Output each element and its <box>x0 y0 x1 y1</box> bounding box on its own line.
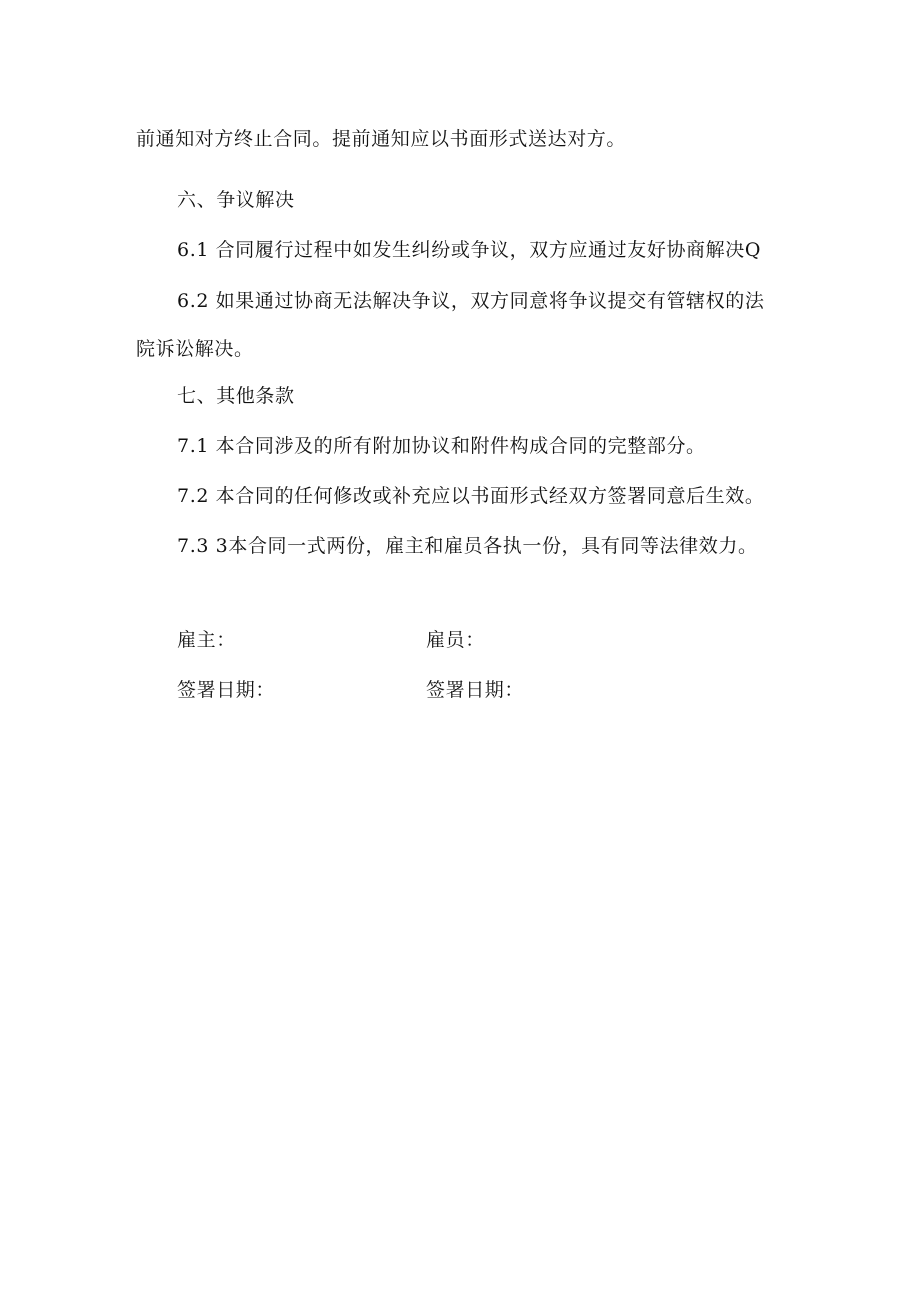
paragraph-termination-notice: 前通知对方终止合同。提前通知应以书面形式送达对方。 <box>136 128 627 150</box>
section-heading-other-terms: 七、其他条款 <box>177 385 295 407</box>
employee-signature-label: 雇员： <box>426 629 485 651</box>
clause-6-1: 6.1 合同履行过程中如发生纠纷或争议，双方应通过友好协商解决Q <box>177 239 762 261</box>
clause-6-2-continuation: 院诉讼解决。 <box>136 338 254 360</box>
clause-7-3: 7.3 3本合同一式两份，雇主和雇员各执一份，具有同等法律效力。 <box>177 535 758 557</box>
employee-date-label: 签署日期： <box>426 679 525 701</box>
employer-date-label: 签署日期： <box>177 679 276 701</box>
clause-7-2: 7.2 本合同的任何修改或补充应以书面形式经双方签署同意后生效。 <box>177 485 765 507</box>
clause-7-1: 7.1 本合同涉及的所有附加协议和附件构成合同的完整部分。 <box>177 435 706 457</box>
section-heading-dispute-resolution: 六、争议解决 <box>177 189 295 211</box>
employer-signature-label: 雇主： <box>177 629 236 651</box>
clause-6-2: 6.2 如果通过协商无法解决争议，双方同意将争议提交有管辖权的法 <box>177 290 765 312</box>
